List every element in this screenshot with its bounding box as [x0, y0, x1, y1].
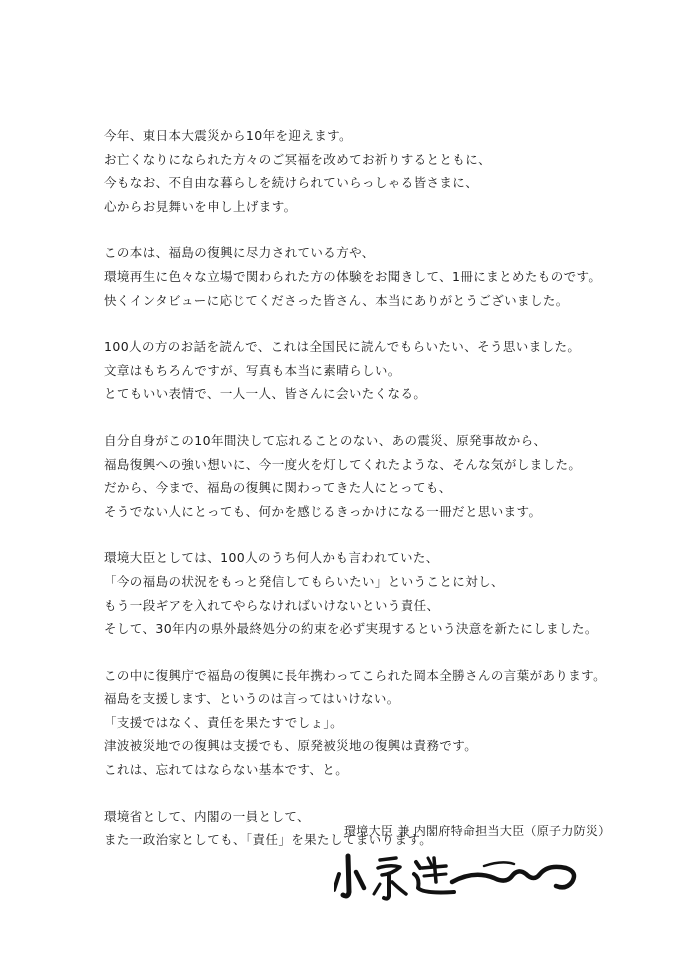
letter-line: お亡くなりになられた方々のご冥福を改めてお祈りするとともに、 — [104, 151, 492, 167]
letter-line: 「支援ではなく、責任を果たすでしょ」。 — [104, 714, 343, 730]
letter-line: そして、30年内の県外最終処分の約束を必ず実現するという決意を新たにしました。 — [104, 621, 598, 637]
letter-line: もう一段ギアを入れてやらなければいけないという責任、 — [104, 597, 440, 613]
letter-body — [104, 124, 644, 875]
letter-line: 今もなお、不自由な暮らしを続けられていらっしゃる皆さまに、 — [104, 175, 479, 191]
letter-line: 快くインタビューに応じてくださった皆さん、本当にありがとうございました。 — [104, 292, 569, 308]
letter-line: 福島を支援します、というのは言ってはいけない。 — [104, 691, 400, 707]
paragraph-4 — [104, 429, 644, 523]
letter-line: 心からお見舞いを申し上げます。 — [104, 198, 297, 214]
paragraph-6 — [104, 664, 644, 782]
paragraph-5 — [104, 546, 644, 640]
letter-line: とてもいい表情で、一人一人、皆さんに会いたくなる。 — [104, 386, 427, 402]
letter-line: この本は、福島の復興に尽力されている方や、 — [104, 245, 375, 261]
letter-line: これは、忘れてはならない基本です、と。 — [104, 762, 349, 778]
letter-line: 環境大臣としては、100人のうち何人かも言われていた、 — [104, 550, 439, 566]
paragraph-2 — [104, 241, 644, 312]
letter-line: 今年、東日本大震災から10年を迎えます。 — [104, 128, 352, 143]
letter-line: 文章はもちろんですが、写真も本当に素晴らしい。 — [104, 362, 401, 378]
letter-line: そうでない人にとっても、何かを感じるきっかけになる一冊だと思います。 — [104, 503, 542, 519]
letter-line: 自分自身がこの10年間決して忘れることのない、あの震災、原発事故から、 — [104, 432, 547, 448]
letter-line: また一政治家としても、「責任」を果たしてまいります。 — [104, 832, 433, 848]
letter-line: 100人の方のお話を読んで、これは全国民に読んでもらいたい、そう思いました。 — [104, 339, 581, 355]
letter-line: この中に復興庁で福島の復興に長年携わってこられた岡本全勝さんの言葉があります。 — [104, 667, 606, 683]
signatory-title: 環境大臣 兼 内閣府特命担当大臣（原子力防災） — [344, 824, 611, 838]
letter-line: 福島復興への強い想いに、今一度火を灯してくれたような、そんな気がしました。 — [104, 456, 582, 472]
letter-line: だから、今まで、福島の復興に関わってきた人にとっても、 — [104, 480, 452, 496]
paragraph-3 — [104, 335, 644, 406]
handwritten-signature — [334, 848, 584, 910]
letter-line: 津波被災地での復興は支援でも、原発被災地の復興は責務です。 — [104, 738, 478, 754]
letter-line: 環境省として、内閣の一員として、 — [104, 808, 310, 824]
letter-line: 「今の福島の状況をもっと発信してもらいたい」ということに対し、 — [104, 573, 504, 589]
letter-line: 環境再生に色々な立場で関わられた方の体験をお聞きして、1冊にまとめたものです。 — [104, 268, 602, 284]
paragraph-1 — [104, 124, 644, 218]
